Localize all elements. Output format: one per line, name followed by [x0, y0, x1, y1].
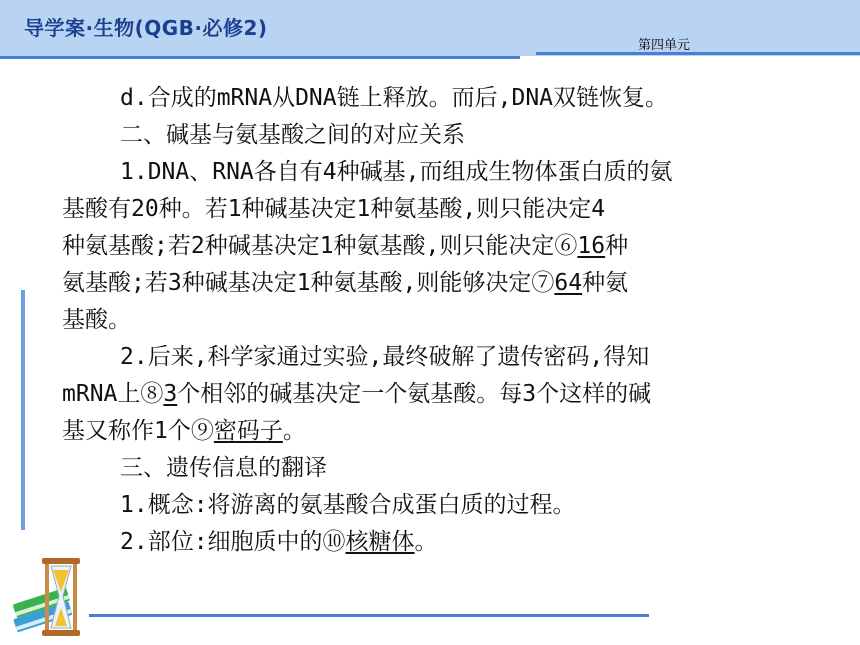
text-segment: 。	[414, 529, 438, 555]
header-divider-right	[536, 52, 860, 55]
answer-blank: 3	[163, 381, 178, 407]
header-title: 导学案·生物(QGB·必修2)	[24, 16, 268, 40]
text-line: 2.后来,科学家通过实验,最终破解了遗传密码,得知	[120, 344, 650, 370]
text-line	[62, 228, 802, 265]
text-segment: 种	[605, 233, 629, 259]
answer-blank: 64	[554, 270, 583, 296]
text-segment: mRNA上⑧	[62, 381, 164, 407]
text-line	[62, 265, 802, 302]
text-line: 基酸。	[62, 307, 131, 333]
answer-blank: 核糖体	[345, 529, 415, 555]
text-line: 1.概念:将游离的氨基酸合成蛋白质的过程。	[120, 492, 576, 518]
text-line	[62, 376, 802, 413]
text-segment: 基又称作1个⑨	[62, 418, 214, 444]
header-divider	[0, 56, 520, 59]
text-line: 1.DNA、RNA各自有4种碱基,而组成生物体蛋白质的氨	[120, 159, 673, 185]
answer-blank: 密码子	[213, 418, 283, 444]
text-segment: 个相邻的碱基决定一个氨基酸。每3个这样的碱	[177, 381, 652, 407]
text-line	[62, 524, 802, 561]
section-heading: 二、碱基与氨基酸之间的对应关系	[120, 122, 465, 148]
text-segment: 2.部位:细胞质中的⑩	[120, 529, 346, 555]
unit-label: 第四单元	[638, 38, 691, 53]
books-hourglass-icon	[8, 550, 88, 640]
section-heading: 三、遗传信息的翻译	[120, 455, 327, 481]
text-line	[62, 413, 802, 450]
text-segment: 种氨	[582, 270, 629, 296]
text-segment: 氨基酸;若3种碱基决定1种氨基酸,则能够决定⑦	[62, 270, 555, 296]
left-accent-bar	[21, 290, 25, 530]
footer-divider	[89, 614, 649, 617]
answer-blank: 16	[577, 233, 606, 259]
text-line: 基酸有20种。若1种碱基决定1种氨基酸,则只能决定4	[62, 196, 606, 222]
text-segment: 种氨基酸;若2种碱基决定1种氨基酸,则只能决定⑥	[62, 233, 578, 259]
text-segment: 。	[282, 418, 306, 444]
text-line: d.合成的mRNA从DNA链上释放。而后,DNA双链恢复。	[120, 85, 669, 111]
main-text	[62, 80, 802, 561]
